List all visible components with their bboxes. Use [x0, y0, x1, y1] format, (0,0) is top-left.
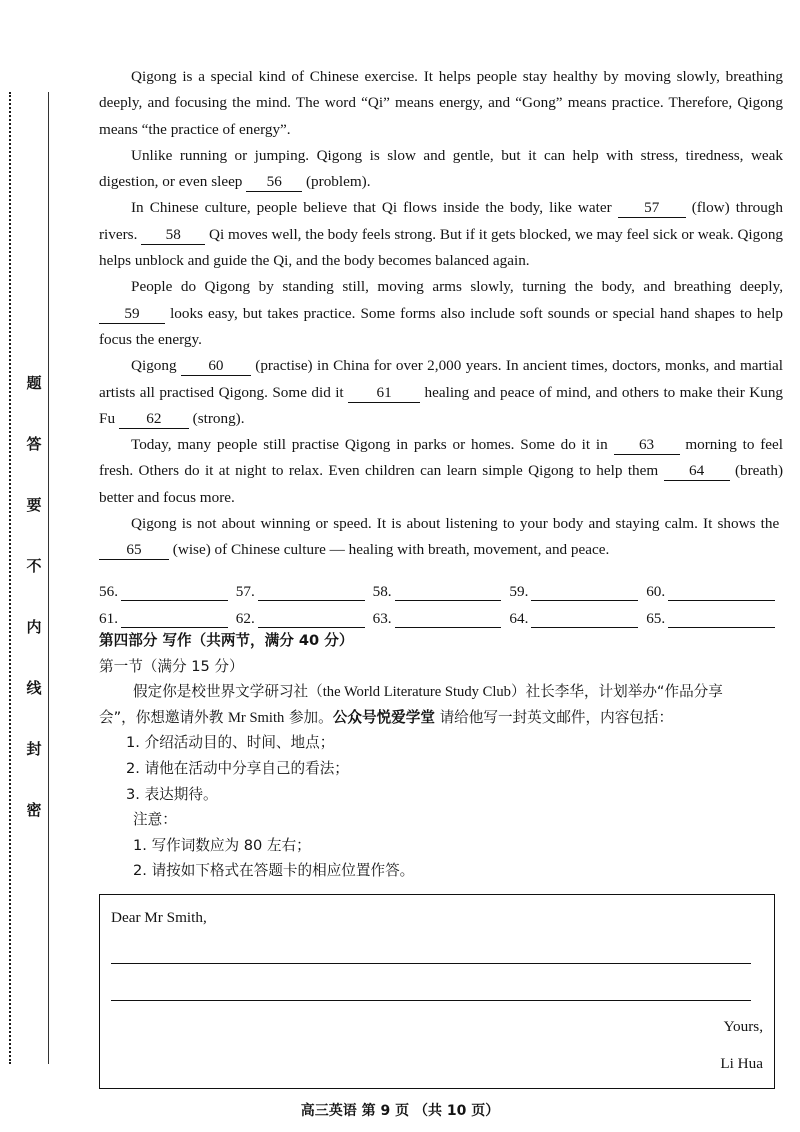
cloze-passage	[99, 64, 783, 564]
paragraph-text: Qigong is not about winning or speed. It is about listening to your body and staying calm. It shows the	[131, 515, 780, 533]
answer-number: 57.	[235, 583, 255, 600]
answer-line-65[interactable]	[668, 611, 775, 628]
note-item: 1. 写作词数应为 80 左右；	[133, 836, 311, 854]
answer-cell	[236, 583, 373, 601]
answer-line-57[interactable]	[258, 584, 365, 601]
seal-line-notice	[24, 370, 44, 858]
passage-paragraph	[99, 511, 783, 564]
paragraph-text: healing and peace of mind, and others to make their Kung Fu	[99, 383, 784, 427]
content-item: 3. 表达期待。	[126, 785, 218, 803]
paragraph-text: (problem).	[306, 173, 371, 191]
part-title: 第四部分 写作（共两节，满分 40 分）	[99, 632, 354, 649]
letter-closing: Yours,	[723, 1018, 763, 1035]
margin-rule	[48, 92, 49, 1064]
answer-line-56[interactable]	[121, 584, 228, 601]
answer-cell	[509, 610, 646, 628]
answer-number: 65.	[646, 610, 666, 627]
writing-line[interactable]	[111, 1000, 751, 1001]
answer-line-63[interactable]	[395, 611, 502, 628]
answer-lines	[99, 574, 783, 628]
paragraph-text: People do Qigong by standing still, moving arms slowly, turning the body, and breathing deeply,	[131, 278, 783, 296]
blank-62[interactable]: 62	[119, 410, 189, 429]
answer-line-58[interactable]	[395, 584, 502, 601]
blank-57[interactable]: 57	[618, 199, 686, 218]
answer-number: 62.	[235, 610, 255, 627]
passage-paragraph	[99, 64, 783, 143]
prompt-line-1	[99, 679, 783, 705]
answer-cell	[99, 610, 236, 628]
answer-line-61[interactable]	[121, 611, 228, 628]
paragraph-text: Qigong	[131, 357, 177, 375]
seal-char: 内	[26, 618, 42, 636]
paragraph-text: Today, many people still practise Qigong in parks or homes. Some do it in	[131, 436, 608, 454]
answer-number: 63.	[372, 610, 392, 627]
note-item: 2. 请按如下格式在答题卡的相应位置作答。	[133, 862, 415, 880]
answer-cell	[373, 583, 510, 601]
blank-63[interactable]: 63	[614, 436, 680, 455]
answer-number: 58.	[372, 583, 392, 600]
club-name: the World Literature Study Club	[322, 684, 511, 701]
letter-signature: Li Hua	[720, 1055, 763, 1072]
section-title: 第一节（满分 15 分）	[99, 657, 244, 675]
page-footer: 高三英语 第 9 页 （共 10 页）	[300, 1103, 500, 1119]
paragraph-text: Qigong is a special kind of Chinese exercise. It helps people stay healthy by moving slowly, breathing deeply, and focusing the mind. The word “Qi” means energy, and “Gong” means practice. Therefore, Qigong means “the practice of energy”.	[99, 68, 783, 138]
passage-paragraph	[99, 143, 783, 196]
answer-line-62[interactable]	[258, 611, 365, 628]
letter-format-box	[99, 894, 775, 1089]
answer-number: 61.	[99, 610, 118, 627]
answer-cell	[509, 583, 646, 601]
seal-char: 密	[26, 801, 42, 819]
blank-56[interactable]: 56	[246, 173, 302, 192]
blank-64[interactable]: 64	[664, 462, 730, 481]
passage-paragraph	[99, 432, 783, 511]
prompt-text: ）社长李华，计划举办“作品分享	[510, 683, 723, 701]
answer-line-60[interactable]	[668, 584, 775, 601]
prompt-text: 请给他写一封英文邮件，内容包括：	[439, 708, 674, 726]
writing-line[interactable]	[111, 963, 751, 964]
binding-dotted-line	[9, 92, 11, 1064]
answer-row	[99, 574, 783, 601]
paragraph-text: (strong).	[192, 409, 245, 427]
paragraph-text: morning to feel fresh. Others do it at night to relax. Even children can learn simple Qigong to help them	[99, 436, 783, 480]
answer-cell	[236, 610, 373, 628]
passage-paragraph	[99, 274, 783, 353]
prompt-text: 假定你是校世界文学研习社（	[133, 683, 323, 701]
answer-number: 59.	[509, 583, 529, 600]
answer-line-59[interactable]	[531, 584, 638, 601]
blank-61[interactable]: 61	[348, 384, 420, 403]
answer-cell	[646, 610, 783, 628]
answer-row	[99, 601, 783, 628]
answer-number: 60.	[646, 583, 666, 600]
paragraph-text: (flow) through rivers.	[99, 199, 783, 243]
answer-cell	[373, 610, 510, 628]
blank-60[interactable]: 60	[181, 357, 251, 376]
blank-59[interactable]: 59	[99, 305, 165, 324]
note-title: 注意：	[133, 811, 177, 829]
watermark-text: 公众号悦爱学堂	[332, 708, 435, 726]
passage-paragraph	[99, 195, 783, 274]
blank-65[interactable]: 65	[99, 541, 169, 560]
paragraph-text: Unlike running or jumping. Qigong is slow and gentle, but it can help with stress, tiredness, weak digestion, or even sleep	[99, 146, 783, 191]
answer-number: 56.	[99, 583, 118, 600]
content-item: 1. 介绍活动目的、时间、地点；	[126, 734, 335, 752]
paragraph-text: (practise) in China for over 2,000 years. In ancient times, doctors, monks, and martial artists all practised Qigong. Some did it	[99, 357, 783, 401]
paragraph-text: Qi moves well, the body feels strong. But if it gets blocked, we may feel sick or weak. Qigong helps unblock and guide the Qi, and the body becomes balanced again.	[99, 225, 784, 270]
paragraph-text: In Chinese culture, people believe that Qi flows inside the body, like water	[131, 199, 612, 217]
prompt-text: 参加。	[288, 708, 333, 726]
content-item: 2. 请他在活动中分享自己的看法；	[126, 759, 349, 777]
prompt-line-2	[99, 705, 783, 731]
teacher-name: Mr Smith	[227, 709, 285, 726]
seal-char: 答	[26, 435, 42, 453]
seal-char: 封	[26, 740, 42, 758]
writing-section	[99, 628, 783, 884]
seal-char: 不	[26, 557, 42, 575]
paragraph-text: looks easy, but takes practice. Some forms also include soft sounds or special hand shapes to help focus the energy.	[99, 304, 784, 348]
seal-char: 要	[26, 496, 42, 514]
seal-char: 线	[26, 679, 42, 697]
blank-58[interactable]: 58	[141, 226, 205, 245]
answer-number: 64.	[509, 610, 529, 627]
seal-char: 题	[26, 374, 42, 392]
passage-paragraph	[99, 353, 783, 432]
prompt-text: 会”，你想邀请外教	[99, 708, 224, 726]
answer-cell	[99, 583, 236, 601]
paragraph-text: (wise) of Chinese culture — healing with breath, movement, and peace.	[172, 541, 610, 559]
paragraph-text: (breath) better and focus more.	[99, 462, 783, 506]
answer-cell	[646, 583, 783, 601]
answer-line-64[interactable]	[531, 611, 638, 628]
letter-greeting: Dear Mr Smith,	[111, 909, 207, 926]
